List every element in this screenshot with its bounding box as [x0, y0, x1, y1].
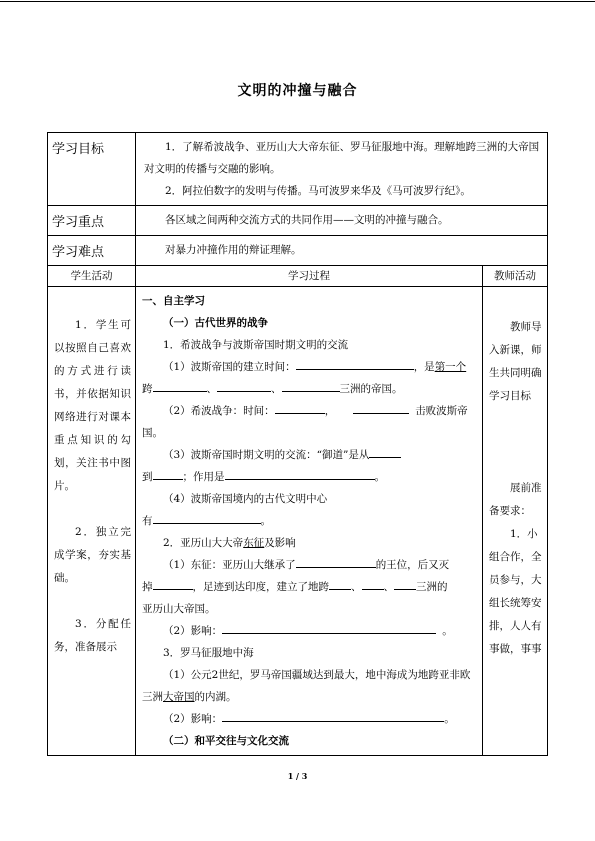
answer-blank[interactable]: [153, 577, 193, 590]
blank-line: （1）东征：亚历山大继承了 的王位，后又灭: [142, 554, 476, 576]
difficulty-text: 对暴力冲撞作用的辩证理解。: [165, 244, 302, 256]
focus-text: 各区域之间两种交流方式的共同作用——文明的冲撞与融合。: [165, 214, 449, 226]
answer-blank[interactable]: [282, 379, 340, 392]
lesson-table: [47, 132, 548, 756]
goals-content: [136, 133, 548, 206]
student-activity-2: 2．独立完成学案，夯实基础。: [54, 526, 131, 584]
goals-item-2: 2．阿拉伯数字的发明与传播。马可波罗来华及《马可波罗行纪》。: [165, 185, 471, 197]
answer-blank[interactable]: [394, 577, 416, 590]
answer-blank[interactable]: [225, 467, 375, 480]
goals-row: [48, 133, 548, 206]
blank-line: （1）波斯帝国的建立时间： ，是第一个: [142, 356, 476, 378]
teacher-activities: [483, 287, 548, 756]
header-process: 学习过程: [136, 266, 483, 287]
goals-label: 学习目标: [48, 133, 136, 206]
blank-line: （2）影响： 。: [142, 708, 476, 730]
learning-process: [136, 287, 483, 756]
difficulty-label: 学习难点: [48, 236, 136, 266]
answer-blank[interactable]: [275, 401, 325, 414]
difficulty-row: [48, 236, 548, 266]
focus-row: [48, 206, 548, 236]
item-heading: 1．希波战争与波斯帝国时期文明的交流: [163, 339, 349, 351]
goals-item-1: 1．了解希波战争、亚历山大大帝东征、罗马征服地中海。理解地跨三洲的大帝国对文明的传播与交融的影响。: [144, 141, 540, 175]
answer-blank[interactable]: [362, 577, 384, 590]
item-heading: 2．亚历山大大帝东征及影响: [163, 537, 296, 549]
answer-blank[interactable]: [353, 401, 409, 414]
item-text: （4）波斯帝国境内的古代文明中心: [163, 493, 328, 505]
answer-blank[interactable]: [153, 467, 183, 480]
blank-line: 有 。: [142, 510, 476, 532]
page-title: 文明的冲撞与融合: [237, 83, 358, 99]
blank-line: 跨 、 、 三洲的帝国。: [142, 378, 476, 400]
blank-line: （2）希波战争：时间： ， 击败波斯帝国。: [142, 400, 476, 444]
item-heading: 3．罗马征服地中海: [163, 647, 254, 659]
student-activity-1: 1．学生可以按照自己喜欢的方式进行读书，并依据知识网络进行对课本重点知识的勾划，关注书中图片。: [54, 319, 131, 492]
activity-row: [48, 287, 548, 756]
subsection-heading: （一）古代世界的战争: [163, 317, 268, 329]
blank-line: 掉 ，足迹到达印度，建立了地跨 、 、 三洲的: [142, 576, 476, 598]
student-activities: [48, 287, 136, 756]
answer-blank[interactable]: [217, 379, 271, 392]
teacher-activity-2: 展前准备要求：: [489, 482, 542, 517]
column-header-row: [48, 266, 548, 287]
blank-line: 到 ；作用是 。: [142, 466, 476, 488]
student-activity-3: 3．分配任务，准备展示: [54, 618, 131, 653]
answer-blank[interactable]: [369, 445, 401, 458]
answer-blank[interactable]: [222, 621, 436, 634]
top-rule: [0, 1, 595, 2]
answer-blank[interactable]: [222, 709, 444, 722]
answer-blank[interactable]: [153, 511, 261, 524]
answer-blank[interactable]: [296, 555, 376, 568]
blank-line: （2）影响： 。: [142, 620, 476, 642]
item-text: 亚历山大帝国。: [142, 603, 216, 615]
subsection-heading: （二）和平交往与文化交流: [163, 735, 289, 747]
teacher-activity-3: 1．小组合作，全员参与，大组长统筹安排，人人有事做，事事: [489, 528, 542, 655]
answer-blank[interactable]: [329, 577, 351, 590]
page-number: 1 / 3: [287, 771, 308, 781]
answer-blank[interactable]: [153, 379, 207, 392]
answer-blank[interactable]: [296, 357, 414, 370]
blank-line: （3）波斯帝国时期文明的交流：“御道”是从: [142, 444, 476, 466]
teacher-activity-1: 教师导入新课，师生共同明确学习目标: [489, 321, 542, 402]
header-teacher: 教师活动: [483, 266, 548, 287]
item-text: （1）公元2世纪，罗马帝国疆域达到最大，地中海成为地跨亚非欧三洲大帝国的内湖。: [142, 669, 471, 703]
header-student: 学生活动: [48, 266, 136, 287]
focus-label: 学习重点: [48, 206, 136, 236]
section-heading: 一、自主学习: [142, 295, 205, 307]
